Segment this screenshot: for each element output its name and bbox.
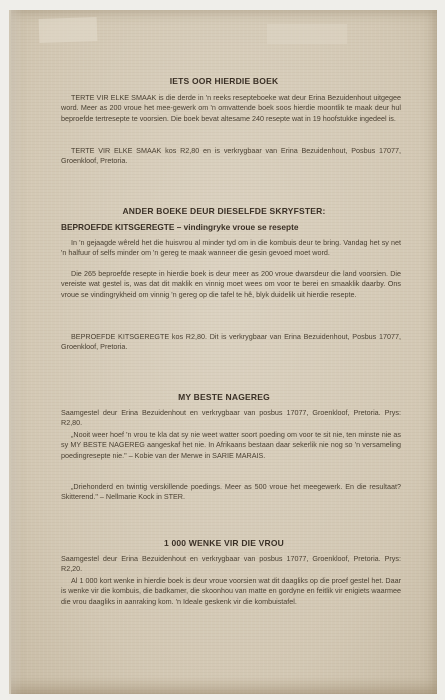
kitsgeregte-paragraph-1 (61, 238, 401, 259)
kitsgeregte-text-1: In 'n gejaagde wêreld het die huisvrou al minder tyd om in die kombuis deur te bring. Vandag het sy net 'n halfuur of selfs minder om 'n gereg te maak wanneer die gesin gevoed moet word. (61, 238, 401, 258)
section-heading-about-book: IETS OOR HIERDIE BOEK (169, 76, 279, 86)
book-title-kitsgeregte: BEPROEFDE KITSGEREGTE – vindingryke vroue se resepte (61, 222, 299, 232)
kitsgeregte-text-2: Die 265 beproefde resepte in hierdie boek is deur meer as 200 vroue dwarsdeur die land voorsien. Die vereiste wat gestel is, was dat dit maklik en vinnig moet wees om voor te berei en smaaklik daarby. Ons vroue se vindingrykheid om vinnig 'n gereg op die tafel te hê, blyk duidelik uit hierdie resepte. (61, 269, 401, 299)
kitsgeregte-paragraph-3 (61, 332, 401, 353)
wenke-text-1: Saamgestel deur Erina Bezuidenhout en verkrygbaar van posbus 17077, Groenkloof, Pretoria. Prys: R2,20. (61, 554, 401, 574)
nagereg-text-1: Saamgestel deur Erina Bezuidenhout en verkrygbaar van posbus 17077, Groenkloof, Pretoria. Prys: R2,80. (61, 408, 401, 428)
kitsgeregte-text-3: BEPROEFDE KITSGEREGTE kos R2,80. Dit is verkrygbaar van Erina Bezuidenhout, Posbus 17077, Groenkloof, Pretoria. (61, 332, 401, 352)
cover-bottom-edge (11, 676, 437, 694)
about-book-text-2: TERTE VIR ELKE SMAAK kos R2,80 en is verkrygbaar van Erina Bezuidenhout, Posbus 17077, Groenkloof, Pretoria. (61, 146, 401, 166)
about-book-text-1: TERTE VIR ELKE SMAAK is die derde in 'n reeks resepteboeke wat deur Erina Bezuidenhout uitgegee word. Meer as 200 vroue het mee-gewerk om 'n omvattende boek soos hierdie moontlik te maak deur hul beproefde tertresepte te voorsien. Die boek bevat altesame 240 resepte wat in 19 hoofstukke ingedeel is. (61, 93, 401, 123)
nagereg-paragraph-1 (61, 408, 401, 429)
kitsgeregte-paragraph-2 (61, 269, 401, 300)
nagereg-paragraph-3 (61, 482, 401, 503)
spine-highlight (11, 10, 23, 694)
tape-residue (39, 17, 98, 43)
nagereg-paragraph-2 (61, 430, 401, 461)
nagereg-text-2: „Nooit weer hoef 'n vrou te kla dat sy nie weet watter soort poeding om voor te sit nie, ten minste nie as sy MY BESTE NAGEREG aangeskaf het nie. In Afrikaans bestaan daar sekerlik nie nog so 'n versameling poedingresepte nie." – Kobie van der Merwe in SARIE MARAIS. (61, 430, 401, 460)
wenke-text-2: Al 1 000 kort wenke in hierdie boek is deur vroue voorsien wat dit daagliks op die proef gestel het. Daar is wenke vir die kombuis, die badkamer, die skoonhou van matte en gordyne en feitlik vir enigiets waarmee die vrou daagliks in aanraking kom. 'n Ideale geskenk vir die kombuistafel. (61, 576, 401, 606)
book-back-cover (9, 10, 437, 694)
nagereg-text-3: „Driehonderd en twintig verskillende poedings. Meer as 500 vroue het meegewerk. En die resultaat? Skitterend." – Nellmarie Kock in STER. (61, 482, 401, 502)
tape-residue (267, 24, 347, 44)
section-heading-nagereg: MY BESTE NAGEREG (178, 392, 270, 402)
wenke-paragraph-2 (61, 576, 401, 607)
wenke-paragraph-1 (61, 554, 401, 575)
about-book-paragraph-1 (61, 93, 401, 124)
about-book-paragraph-2 (61, 146, 401, 167)
section-heading-other-books: ANDER BOEKE DEUR DIESELFDE SKRYFSTER: (122, 206, 326, 216)
section-heading-wenke: 1 000 WENKE VIR DIE VROU (163, 538, 285, 548)
